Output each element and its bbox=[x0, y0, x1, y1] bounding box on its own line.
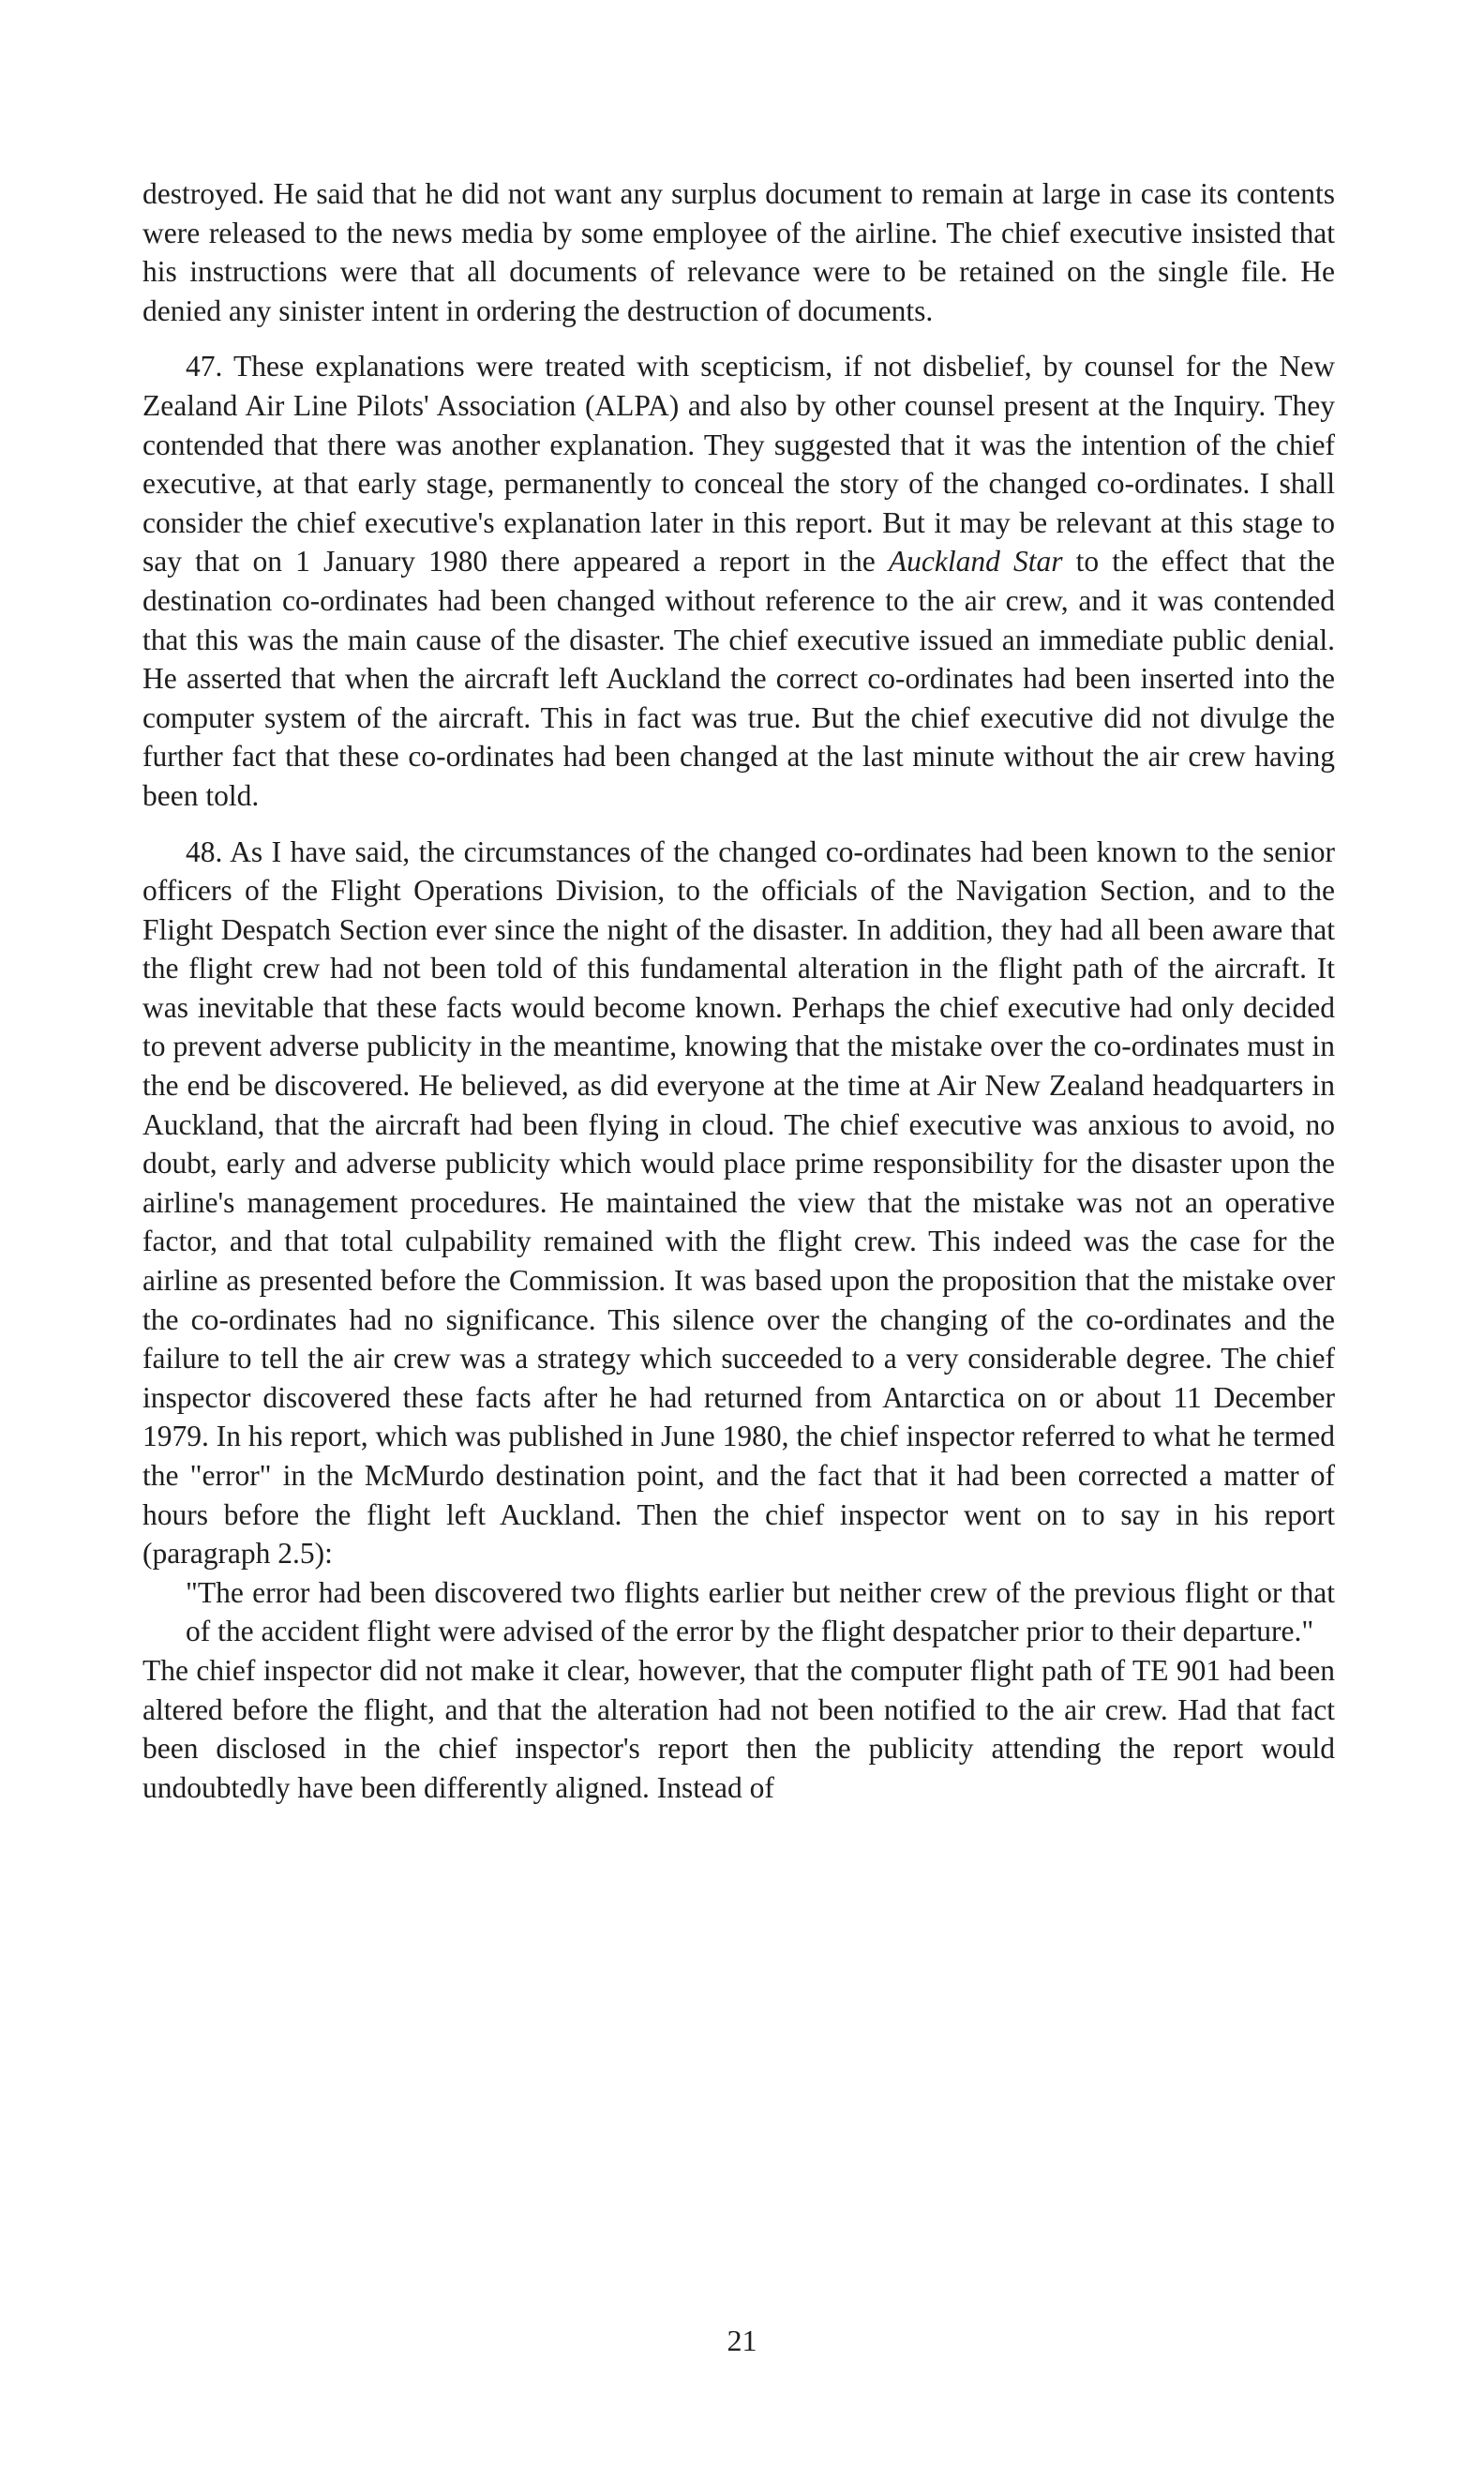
paragraph-46-continuation: destroyed. He said that he did not want any surplus document to remain at large in case its contents were released to the news media by some employee of the airline. The chief executive insisted that his instructions were that all documents of relevance were to be retained on the single file. He denied any sinister intent in ordering the destruction of documents. bbox=[142, 177, 1335, 327]
newspaper-title: Auckland Star bbox=[888, 545, 1063, 579]
block-quote bbox=[142, 1573, 1335, 1651]
page-number: 21 bbox=[727, 2323, 757, 2357]
paragraph-48: 48. As I have said, the circumstances of the changed co-ordinates had been known to the senior officers of the Flight Operations Division, to the officials of the Navigation Section, and to the Flight Despatch Section ever since the night of the disaster. In addition, they had all been aware that the flight crew had not been told of this fundamental alteration in the flight path of the aircraft. It was inevitable that these facts would become known. Perhaps the chief executive had only decided to prevent adverse publicity in the meantime, knowing that the mistake over the co-ordinates must in the end be discovered. He believed, as did everyone at the time at Air New Zealand headquarters in Auckland, that the aircraft had been flying in cloud. The chief executive was anxious to avoid, no doubt, early and adverse publicity which would place prime responsibility for the disaster upon the airline's management procedures. He maintained the view that the mistake was not an operative factor, and that total culpability remained with the flight crew. This indeed was the case for the airline as presented before the Commission. It was based upon the proposition that the mistake over the co-ordinates had no significance. This silence over the changing of the co-ordinates and the failure to tell the air crew was a strategy which succeeded to a very considerable degree. The chief inspector discovered these facts after he had returned from Antarctica on or about 11 December 1979. In his report, which was published in June 1980, the chief inspector referred to what he termed the "error" in the McMurdo destination point, and the fact that it had been corrected a matter of hours before the flight left Auckland. Then the chief inspector went on to say in his report (paragraph 2.5): bbox=[142, 835, 1335, 1571]
paragraph-47-text-a: 47. These explanations were treated with scepticism, if not disbelief, by counsel for the New Zealand Air Line Pilots' Association (ALPA) and also by other counsel present at the Inquiry. They contended that there was another explanation. They suggested that it was the intention of the chief executive, at that early stage, permanently to conceal the story of the changed co-ordinates. I shall consider the chief executive's explanation later in this report. But it may be relevant at this stage to say that on 1 January 1980 there appeared a report in the bbox=[142, 350, 1335, 579]
paragraph-48-continuation: The chief inspector did not make it clear, however, that the computer flight path of TE 901 had been altered before the flight, and that the alteration had not been notified to the air crew. Had that fact been disclosed in the chief inspector's report then the publicity attending the report would undoubtedly have been differently aligned. Instead of bbox=[142, 1653, 1335, 1804]
paragraph-47 bbox=[142, 347, 1335, 815]
document-page bbox=[142, 174, 1335, 1807]
paragraph-47-text-b: to the effect that the destination co-ordinates had been changed without reference to the air crew, and it was contended that this was the main cause of the disaster. The chief executive issued an immediate public denial. He asserted that when the aircraft left Auckland the correct co-ordinates had been inserted into the computer system of the aircraft. This in fact was true. But the chief executive did not divulge the further fact that these co-ordinates had been changed at the last minute without the air crew having been told. bbox=[142, 545, 1335, 812]
block-quote-text: "The error had been discovered two flights earlier but neither crew of the previous flight or that of the accident flight were advised of the error by the flight despatcher prior to their departure." bbox=[186, 1575, 1335, 1648]
